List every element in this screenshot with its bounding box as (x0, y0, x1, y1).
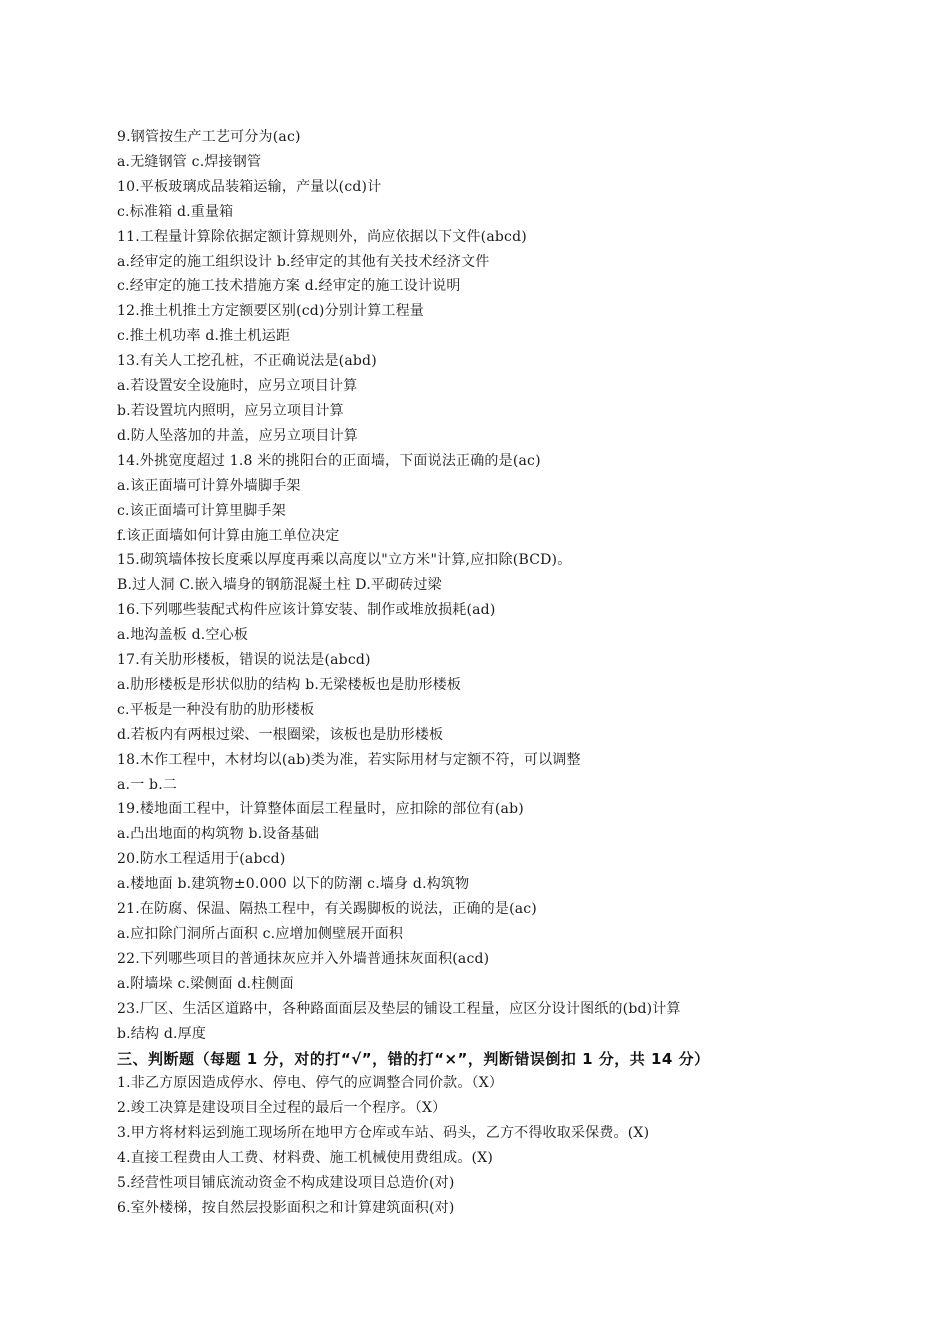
answer-22: a.附墙垛 c.梁侧面 d.柱侧面 (117, 975, 294, 992)
answer-13-a: a.若设置安全设施时，应另立项目计算 (117, 378, 358, 395)
answer-11-line-1: a.经审定的施工组织设计 b.经审定的其他有关技术经济文件 (117, 253, 490, 270)
answer-19: a.凸出地面的构筑物 b.设备基础 (117, 826, 320, 843)
question-13: 13.有关人工挖孔桩，不正确说法是(abd) (117, 353, 377, 370)
question-17: 17.有关肋形楼板，错误的说法是(abcd) (117, 652, 371, 669)
answer-11-line-2: c.经审定的施工技术措施方案 d.经审定的施工设计说明 (117, 278, 461, 295)
judgment-4: 4.直接工程费由人工费、材料费、施工机械使用费组成。(X) (117, 1150, 494, 1167)
answer-15: B.过人洞 C.嵌入墙身的钢筋混凝土柱 D.平砌砖过梁 (117, 577, 442, 594)
answer-14-f: f.该正面墙如何计算由施工单位决定 (117, 527, 340, 544)
answer-14-c: c.该正面墙可计算里脚手架 (117, 502, 286, 519)
judgment-5: 5.经营性项目铺底流动资金不构成建设项目总造价(对) (117, 1175, 455, 1192)
question-21: 21.在防腐、保温、隔热工程中，有关踢脚板的说法，正确的是(ac) (117, 901, 537, 918)
answer-9: a.无缝钢管 c.焊接钢管 (117, 153, 262, 170)
answer-14-a: a.该正面墙可计算外墙脚手架 (117, 477, 301, 494)
section-heading-judgment: 三、判断题（每题 1 分，对的打“√”，错的打“×”，判断错误倒扣 1 分，共 14 分） (117, 1049, 710, 1068)
judgment-6: 6.室外楼梯，按自然层投影面积之和计算建筑面积(对) (117, 1199, 455, 1216)
question-10: 10.平板玻璃成品装箱运输，产量以(cd)计 (117, 178, 382, 195)
question-23: 23.厂区、生活区道路中，各种路面面层及垫层的铺设工程量，应区分设计图纸的(bd)计算 (117, 1000, 681, 1017)
answer-18: a.一 b.二 (117, 776, 178, 793)
judgment-3: 3.甲方将材料运到施工现场所在地甲方仓库或车站、码头，乙方不得收取采保费。(X) (117, 1125, 650, 1142)
answer-17-line-1: a.肋形楼板是形状似肋的结构 b.无梁楼板也是肋形楼板 (117, 676, 462, 693)
question-9: 9.钢管按生产工艺可分为(ac) (117, 129, 301, 145)
answer-10: c.标准箱 d.重量箱 (117, 203, 234, 220)
question-11: 11.工程量计算除依据定额计算规则外，尚应依据以下文件(abcd) (117, 228, 527, 245)
question-18: 18.木作工程中，木材均以(ab)类为准，若实际用材与定额不符，可以调整 (117, 751, 581, 768)
answer-20: a.楼地面 b.建筑物±0.000 以下的防潮 c.墙身 d.构筑物 (117, 876, 470, 893)
answer-13-b: b.若设置坑内照明，应另立项目计算 (117, 402, 344, 419)
question-20: 20.防水工程适用于(abcd) (117, 851, 286, 868)
judgment-2: 2.竣工决算是建设项目全过程的最后一个程序。（X） (117, 1100, 447, 1117)
answer-17-line-2: c.平板是一种没有肋的肋形楼板 (117, 701, 315, 718)
answer-17-line-3: d.若板内有两根过梁、一根圈梁，该板也是肋形楼板 (117, 726, 444, 743)
question-16: 16.下列哪些装配式构件应该计算安装、制作或堆放损耗(ad) (117, 602, 496, 619)
question-12: 12.推土机推土方定额要区别(cd)分别计算工程量 (117, 303, 424, 320)
answer-23: b.结构 d.厚度 (117, 1025, 207, 1042)
question-19: 19.楼地面工程中，计算整体面层工程量时，应扣除的部位有(ab) (117, 801, 524, 818)
judgment-1: 1.非乙方原因造成停水、停电、停气的应调整合同价款。（X） (117, 1075, 504, 1092)
document-page (117, 125, 917, 1221)
answer-13-d: d.防人坠落加的井盖，应另立项目计算 (117, 427, 359, 444)
answer-21: a.应扣除门洞所占面积 c.应增加侧壁展开面积 (117, 926, 404, 942)
question-15: 15.砌筑墙体按长度乘以厚度再乘以高度以"立方米"计算,应扣除(BCD)。 (117, 552, 572, 569)
question-22: 22.下列哪些项目的普通抹灰应并入外墙普通抹灰面积(acd) (117, 950, 490, 967)
question-14: 14.外挑宽度超过 1.8 米的挑阳台的正面墙，下面说法正确的是(ac) (117, 452, 541, 469)
answer-16: a.地沟盖板 d.空心板 (117, 627, 249, 644)
answer-12: c.推土机功率 d.推土机运距 (117, 328, 291, 345)
